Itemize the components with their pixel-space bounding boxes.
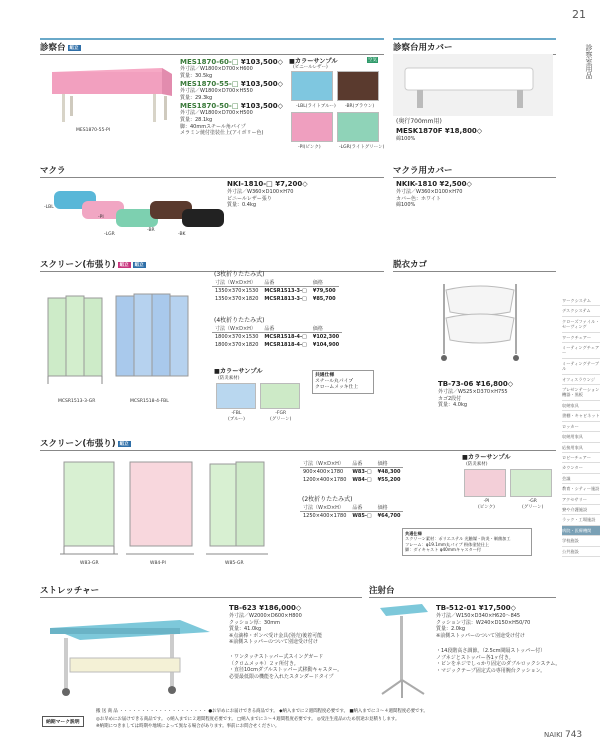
table-row	[300, 476, 403, 485]
screen-4fold-table	[212, 324, 342, 350]
section-title-text: スクリーン(布張り)	[40, 439, 116, 449]
basket-spec	[438, 389, 508, 409]
product-price: ¥18,800◇	[444, 127, 483, 135]
common-spec-box	[312, 370, 374, 394]
table-cell: ¥85,700	[312, 296, 336, 303]
swatch-lbl	[291, 71, 333, 101]
chip-badge: 空気	[368, 58, 377, 63]
swatch-label: -FBL (ブルー)	[228, 411, 245, 422]
table-header-row	[212, 324, 342, 333]
product-price: ¥2,500◇	[439, 180, 472, 188]
section-title-cover: 診察台用カバー	[393, 41, 556, 55]
section-title-exam-table	[40, 41, 384, 55]
spec-line: 脚：40mmスチール角パイプ	[180, 123, 246, 130]
product-code-price	[180, 80, 290, 88]
screen-w85-table	[300, 503, 403, 520]
spec-line: フレーム：φ19.1mm丸パイプ 粉体塗装仕上	[405, 541, 490, 547]
stretcher-code-price	[229, 604, 301, 612]
section-title-text: スクリーン(布張り)	[40, 260, 116, 270]
figure-caption: W84-PI	[150, 561, 166, 566]
table-header-row	[300, 459, 403, 468]
swatch-pi	[291, 112, 333, 142]
color-sample-title-text: ■カラーサンプル	[289, 58, 338, 65]
table-header-cell: 品番	[349, 459, 374, 468]
screen-4fold-image	[114, 288, 194, 390]
table-header-row	[300, 503, 403, 512]
injection-stand-notes	[436, 648, 560, 674]
table-cell: 1250×400×1780	[303, 513, 347, 519]
sidebar-item: アクセサリー	[562, 495, 600, 505]
screen-w83-image	[60, 458, 120, 558]
sidebar-item: ミーティングチェアー	[562, 343, 600, 359]
table-title: (4枚折りたたみ式)	[214, 317, 265, 324]
injection-stand-image	[372, 598, 432, 702]
spec-line: 外寸法／W1800×D700×H600	[180, 66, 253, 72]
sidebar-item: 病院・医療機関	[562, 526, 600, 536]
swatch-label: -LBL(ライトブルー)	[296, 104, 336, 109]
product-price: ¥103,500◇	[240, 102, 284, 111]
table-header-cell: 価格	[375, 459, 404, 468]
product-code: MESK1870F	[396, 127, 443, 135]
stretcher-spec	[229, 613, 322, 646]
table-row	[212, 333, 342, 342]
sidebar-item: ロッカー	[562, 422, 600, 432]
spec-line: カバー色：ホワイト	[396, 195, 441, 202]
exam-table-image	[40, 58, 175, 134]
section-title-screen-2	[40, 437, 556, 451]
sidebar-item: 会議	[562, 474, 600, 484]
sidebar-item: 収納家具	[562, 401, 600, 411]
spec-line: ビニールレザー張り	[227, 195, 272, 202]
swatch-br	[337, 71, 379, 101]
spec-line: ・直径10cmダブルストッパー式移動キャスター。	[229, 667, 343, 674]
section-title-screen	[40, 258, 384, 272]
product-code: MES1870-50-□	[180, 102, 239, 111]
section-bar	[40, 38, 384, 40]
pillow-spec	[227, 189, 293, 209]
product-code: TB-73-06	[438, 380, 474, 388]
pillow-label: -BK	[178, 232, 186, 237]
spec-line: 外寸法／W360×D100×H70	[227, 189, 294, 195]
product-price: ¥186,000◇	[259, 604, 302, 612]
product-price: ¥17,500◇	[478, 604, 516, 612]
product-code: NKIK-1810	[396, 180, 438, 188]
table-row	[300, 468, 403, 477]
common-spec-box	[402, 528, 532, 556]
assembly-badge: 組立	[69, 45, 79, 51]
brand-text: NAIKI	[544, 731, 563, 739]
table-header-cell: 寸法（W×D×H）	[300, 503, 349, 512]
pillow-label: -PI	[98, 215, 104, 220]
product-code: NKI-1810-□	[227, 180, 273, 188]
table-cell: 1350×370×1820	[215, 296, 259, 303]
swatch-label: -LGR(ライトグリーン)	[339, 145, 385, 150]
swatch-label: -PI (ピンク)	[478, 499, 495, 510]
pillow-code-price	[227, 180, 308, 188]
spec-line: スクリーン素材：ポリエステル 光触媒・防炎・制菌加工	[405, 536, 511, 542]
table-title: (2枚折りたたみ式)	[302, 496, 353, 503]
table-header-cell: 寸法（W×D×H）	[212, 324, 261, 333]
table-title: (3枚折りたたみ式)	[214, 271, 265, 278]
color-sample-sub: (ビニールレザー)	[293, 65, 328, 70]
sidebar-item: ロビーチェアー	[562, 453, 600, 463]
product-code: TB-623	[229, 604, 257, 612]
spec-line: 外寸法／W1800×D700×H500	[180, 110, 253, 117]
legend-box-label: 納期マーク説明	[42, 716, 84, 727]
legend-line: ◎お早めにお届けできる商品です。 ◇納入までに２週間程度必要です。 □納入までに３～４週間程度必要です。 ◎受注生産品のため別途お見積りします。	[96, 716, 400, 722]
cover-spec: 綿100%	[396, 136, 416, 142]
sidebar	[562, 296, 600, 557]
spec-line: 外寸法／W525×D370×H755	[438, 389, 508, 395]
section-title-pillow: マクラ	[40, 164, 384, 178]
sidebar-item: 応接用家具	[562, 443, 600, 453]
color-sample-sub: (防炎素材)	[466, 462, 488, 467]
figure-caption: W83-GR	[80, 561, 99, 566]
brand	[544, 730, 582, 740]
table-cell: W83-□	[352, 469, 372, 475]
pillow-label: -LBL	[44, 205, 54, 210]
pillow-cover-code-price	[396, 180, 472, 188]
spec-line: 質量：4.0kg	[438, 402, 468, 409]
injection-stand-code-price	[436, 604, 516, 612]
sidebar-item: 学校施設	[562, 536, 600, 546]
table-cell: ¥55,200	[377, 477, 401, 484]
swatch-label: -BR(ブラウン)	[345, 104, 375, 109]
table-cell: ¥79,500	[312, 288, 336, 294]
table-cell: 1350×370×1530	[215, 288, 259, 294]
swatch-label: -FGR (グリーン)	[270, 411, 292, 422]
spec-line: ※前側ストッパーのついて別途受け付け	[436, 632, 526, 639]
table-header-cell: 価格	[310, 278, 339, 287]
swatch-fbl	[216, 383, 256, 409]
sidebar-item: クローズファイル・セーヴィング	[562, 317, 600, 333]
swatch-fgr	[260, 383, 300, 409]
spec-line: ノブネジとストッパー各1ヶ付き。	[436, 654, 514, 661]
table-header-row	[212, 278, 339, 287]
spec-line: （クロムメッキ）２ヶ所付き。	[229, 660, 299, 667]
sidebar-item: 寮や介護施設	[562, 505, 600, 515]
table-header-cell: 品番	[349, 503, 374, 512]
table-cell: 1800×370×1820	[215, 342, 259, 349]
figure-caption: MCSR1518-4-FBL	[130, 399, 169, 404]
table-cell: MCSR1813-3-□	[264, 296, 307, 303]
spec-line: 綿100%	[396, 202, 416, 209]
swatch-gr	[510, 469, 552, 497]
table-header-cell: 価格	[310, 324, 342, 333]
figure-caption: MES1870-55-PI	[76, 128, 111, 133]
swatch-lgr	[337, 112, 379, 142]
spec-line: クッション寸法：W240×D150×H50/70	[436, 619, 531, 626]
product-price: ¥103,500◇	[240, 58, 284, 66]
table-cell: 1200×400×1780	[303, 477, 347, 484]
swatch-pi	[464, 469, 506, 497]
sidebar-item: デスクシステム	[562, 306, 600, 316]
table-cell: ¥102,300	[312, 334, 340, 340]
stretcher-notes	[229, 654, 342, 680]
table-header-cell: 品番	[261, 324, 309, 333]
screen-3fold-image	[46, 290, 106, 390]
spec-line: ・マジックテープ固定式の専用腕台クッション。	[436, 667, 546, 674]
pillow-label: -LGR	[104, 232, 115, 237]
section-title-stretcher: ストレッチャー	[40, 584, 362, 598]
table-cell: 900×400×1780	[303, 469, 344, 475]
spec-line: ※点滴棒・ボンベ受け金具(別売)後着可能	[229, 632, 323, 639]
spec-line: ・14段階高さ調節。（2.5cm間隔ストッパー付）	[436, 648, 546, 654]
spec-line: 共通仕様	[405, 531, 422, 536]
table-row	[300, 512, 403, 521]
figure-caption: W85-GR	[225, 561, 244, 566]
basket-cart-image	[430, 274, 530, 368]
sidebar-item: 収納用家具	[562, 432, 600, 442]
color-sample-sub: (防炎素材)	[218, 376, 240, 381]
table-header-cell: 価格	[375, 503, 404, 512]
sidebar-item: ワークチェアー	[562, 333, 600, 343]
sidebar-item: 公共施設	[562, 547, 600, 557]
spec-line: 質量：41.0kg	[229, 626, 262, 633]
spec-line: 外寸法／W1800×D700×H550	[180, 88, 253, 95]
table-cell: W84-□	[352, 477, 372, 484]
product-price: ¥7,200◇	[275, 180, 308, 188]
spec-line: 質量：0.4kg	[227, 202, 257, 209]
sidebar-item: オフィスラウンジ	[562, 375, 600, 385]
spec-line: ・ワンタッチストッパー式スイングガード	[229, 654, 324, 660]
sidebar-item: ラック・工場施設	[562, 515, 600, 525]
table-cell: W85-□	[352, 513, 372, 519]
table-cell: MCSR1818-4-□	[264, 342, 307, 349]
spec-line: 脚：ダイキャスト φ40mmキャスター付	[405, 547, 482, 553]
table-header-cell: 寸法（W×D×H）	[212, 278, 261, 287]
page-number-bottom: 743	[564, 730, 583, 740]
sidebar-item: 教育・シティー施設	[562, 484, 600, 494]
table-header-cell: 品番	[261, 278, 309, 287]
product-code: MES1870-60-□	[180, 58, 239, 66]
spec-line: スチール丸パイプ	[315, 379, 354, 384]
section-bar	[393, 38, 556, 40]
product-code-price	[180, 58, 290, 66]
product-code: MES1870-55-□	[180, 80, 239, 89]
spec-line: 質量：30.5kg	[180, 72, 213, 79]
spec-line: 外寸法／W150×D340×H620～845	[436, 613, 521, 619]
screen-3fold-table	[212, 278, 339, 304]
screen-w-table	[300, 459, 403, 485]
spec-line: クロームメッキ仕上	[315, 385, 359, 390]
sidebar-item: 書棚・キャビネット	[562, 411, 600, 421]
stretcher-image	[40, 598, 220, 702]
spec-line: カゴ2段付	[438, 395, 462, 402]
legend-line: 搬 送 商 品 ・・・・・・・・・・・・・・・・・・・・ ●お早めにお届けできる商品です。 ◆納入までに２週間程度必要です。 ■納入までに３～４週間程度必要です。	[96, 709, 428, 714]
section-title-pillow-cover: マクラ用カバー	[393, 164, 556, 178]
section-title-text: 診察台	[40, 43, 66, 53]
injection-stand-spec	[436, 613, 530, 639]
exam-table-products	[180, 57, 290, 137]
pillow-image	[40, 177, 230, 245]
sidebar-item: プレゼンテーション機器・黒板	[562, 385, 600, 401]
table-cell: MCSR1518-4-□	[264, 334, 307, 340]
spec-line: 質量：2.0kg	[436, 626, 466, 633]
spec-line: 共通仕様	[315, 373, 335, 378]
table-row	[212, 341, 342, 350]
exam-table-cover-image	[393, 54, 553, 116]
screen-w85-image	[206, 458, 270, 558]
table-cell: ¥64,700	[377, 513, 401, 519]
table-cell: ¥48,300	[377, 469, 401, 475]
spec-line: メラミン焼付塗装仕上(アイボリー色)	[180, 130, 264, 137]
spec-line: ・ピンをネジでしっかり固定のダブルロックシステム。	[436, 661, 561, 668]
badge: 組立	[119, 441, 129, 447]
figure-caption: MCSR1513-3-GR	[58, 399, 96, 404]
product-code: TB-512-01	[436, 604, 477, 612]
spec-line: 質量：29.3kg	[180, 94, 213, 101]
spec-line: 質量：28.1kg	[180, 116, 213, 123]
sidebar-item: ワークシステム	[562, 296, 600, 306]
sidebar-item: カウンター	[562, 463, 600, 473]
color-sample-title: ■カラーサンプル	[214, 368, 263, 375]
spec-line: ※前側ストッパーのついて別途受け付け	[229, 639, 319, 646]
table-cell: MCSR1513-3-□	[264, 288, 307, 294]
cover-note: (奥行700mm用)	[396, 118, 442, 125]
color-sample-title: ■カラーサンプル	[462, 454, 511, 461]
table-row	[212, 295, 339, 304]
table-cell: ¥104,900	[312, 342, 340, 349]
section-title-basket: 脱衣カゴ	[393, 258, 556, 272]
spec-line: 外寸法／W2000×D600×H800	[229, 613, 302, 619]
pillow-label: -BR	[147, 228, 155, 233]
table-cell: 1800×370×1530	[215, 334, 259, 340]
badge: 組立	[119, 262, 129, 268]
screen-w84-image	[126, 458, 196, 558]
product-price: ¥103,500◇	[240, 80, 284, 89]
table-row	[212, 287, 339, 296]
spec-line: 必要最低限の機能を入れたスタンダードタイプ	[229, 673, 334, 680]
side-title: 診察室用品	[585, 44, 593, 79]
sidebar-item: ミーティングテーブル	[562, 359, 600, 375]
legend-line: ※納期につきましては時期や地域によって異なる場合があります。事前にお問合せください。	[96, 724, 280, 729]
spec-line: クッション厚：30mm	[229, 619, 281, 626]
swatch-label: -PI(ピンク)	[298, 145, 321, 150]
cover-code-price	[396, 127, 482, 135]
product-price: ¥16,800◇	[475, 380, 514, 388]
section-title-injection-stand: 注射台	[369, 584, 556, 598]
spec-line: 外寸法／W360×D100×H70	[396, 189, 463, 195]
basket-code-price	[438, 380, 513, 388]
delivery-legend	[96, 708, 556, 731]
pillow-cover-spec	[396, 189, 462, 209]
badge: 組立	[134, 262, 144, 268]
swatch-label: -GR (グリーン)	[522, 499, 544, 510]
table-header-cell: 寸法（W×D×H）	[300, 459, 349, 468]
page-number-top: 21	[572, 8, 586, 21]
